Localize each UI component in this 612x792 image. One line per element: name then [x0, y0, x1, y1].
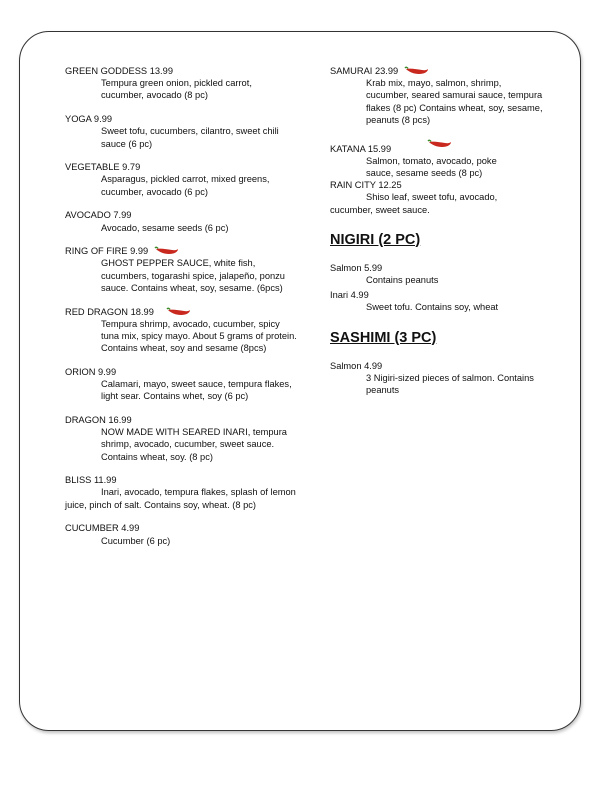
chili-pepper-icon	[404, 65, 430, 77]
menu-item-dragon	[65, 414, 305, 463]
item-description: Avocado, sesame seeds (6 pc)	[101, 222, 229, 233]
menu-item-avocado	[65, 209, 305, 233]
item-description: NOW MADE WITH SEARED INARI, tempura shrimp, avocado, cucumber, sweet sauce. Contains wheat, soy. (8 pc)	[101, 427, 287, 462]
item-description: Cucumber (6 pc)	[101, 535, 171, 546]
menu-item-red-dragon	[65, 306, 305, 355]
menu-item-ring-of-fire	[65, 245, 305, 294]
nigiri-section-title: NIGIRI (2 PC)	[330, 231, 421, 248]
menu-item-orion	[65, 366, 305, 403]
chili-pepper-icon	[427, 138, 453, 150]
menu-item-yoga	[65, 113, 305, 150]
item-name: GREEN GODDESS 13.99	[65, 66, 173, 76]
item-name: Salmon 4.99	[330, 360, 383, 371]
menu-item-bliss	[65, 474, 305, 511]
left-column	[65, 65, 305, 558]
item-description: Sweet tofu, cucumbers, cilantro, sweet chili sauce (6 pc)	[101, 126, 279, 149]
item-description: Salmon, tomato, avocado, poke sauce, sesame seeds (8 pc)	[366, 155, 497, 178]
menu-item-katana	[330, 138, 552, 180]
item-name: RING OF FIRE 9.99	[65, 246, 149, 257]
item-description: Shiso leaf, sweet tofu, avocado, cucumber, sweet sauce.	[330, 192, 498, 215]
item-name: Inari 4.99	[330, 290, 369, 301]
item-name: VEGETABLE 9.79	[65, 162, 141, 173]
item-description: Sweet tofu. Contains soy, wheat	[366, 302, 499, 313]
item-description	[65, 318, 297, 355]
nigiri-item-salmon	[330, 262, 552, 286]
item-name: YOGA 9.99	[65, 114, 113, 125]
item-description: Krab mix, mayo, salmon, shrimp, cucumber, seared samurai sauce, tempura flakes (8 pc) Contains wheat, soy, sesame, peanuts (8 pcs)	[366, 78, 543, 125]
item-name: KATANA 15.99	[330, 143, 392, 154]
item-description: Contains peanuts	[366, 274, 439, 285]
item-description: Calamari, mayo, sweet sauce, tempura flakes, light sear. Contains whet, soy (6 pc)	[101, 379, 292, 402]
item-name: RED DRAGON 18.99	[65, 306, 154, 317]
item-description: GHOST PEPPER SAUCE, white fish, cucumbers, togarashi spice, jalapeño, ponzu sauce. Contains wheat, soy, sesame. (6pcs)	[101, 258, 285, 293]
right-column	[330, 65, 552, 408]
item-description: Tempura green onion, pickled carrot, cucumber, avocado (8 pc)	[101, 78, 252, 101]
item-description: Asparagus, pickled carrot, mixed greens, cucumber, avocado (6 pc)	[101, 174, 270, 197]
menu-item-samurai	[330, 65, 552, 126]
sashimi-item-salmon	[330, 360, 552, 397]
chili-pepper-icon	[154, 245, 180, 257]
item-name: CUCUMBER 4.99	[65, 523, 140, 534]
item-name: RAIN CITY 12.25	[330, 180, 402, 191]
item-description: 3 Nigiri-sized pieces of salmon. Contains peanuts	[366, 372, 534, 395]
item-description: Inari, avocado, tempura flakes, splash of lemon juice, pinch of salt. Contains soy, wheat. (8 pc)	[65, 487, 296, 510]
item-name: DRAGON 16.99	[65, 414, 132, 425]
item-name: SAMURAI 23.99	[330, 66, 399, 76]
item-name: AVOCADO 7.99	[65, 210, 132, 221]
item-name: ORION 9.99	[65, 366, 117, 377]
item-description-text: Tempura shrimp, avocado, cucumber, spicy tuna mix, spicy mayo. About 5 grams of protein. Contains wheat, soy and sesame (8pcs)	[101, 318, 297, 354]
menu-item-cucumber	[65, 522, 305, 546]
nigiri-item-inari	[330, 289, 552, 313]
chili-pepper-icon	[166, 306, 192, 318]
item-name: BLISS 11.99	[65, 475, 117, 486]
item-name: Salmon 5.99	[330, 262, 383, 273]
menu-item-vegetable	[65, 161, 305, 198]
menu-item-rain-city	[330, 179, 552, 216]
sashimi-section-title: SASHIMI (3 PC)	[330, 329, 437, 346]
menu-item-green-goddess	[65, 65, 305, 102]
